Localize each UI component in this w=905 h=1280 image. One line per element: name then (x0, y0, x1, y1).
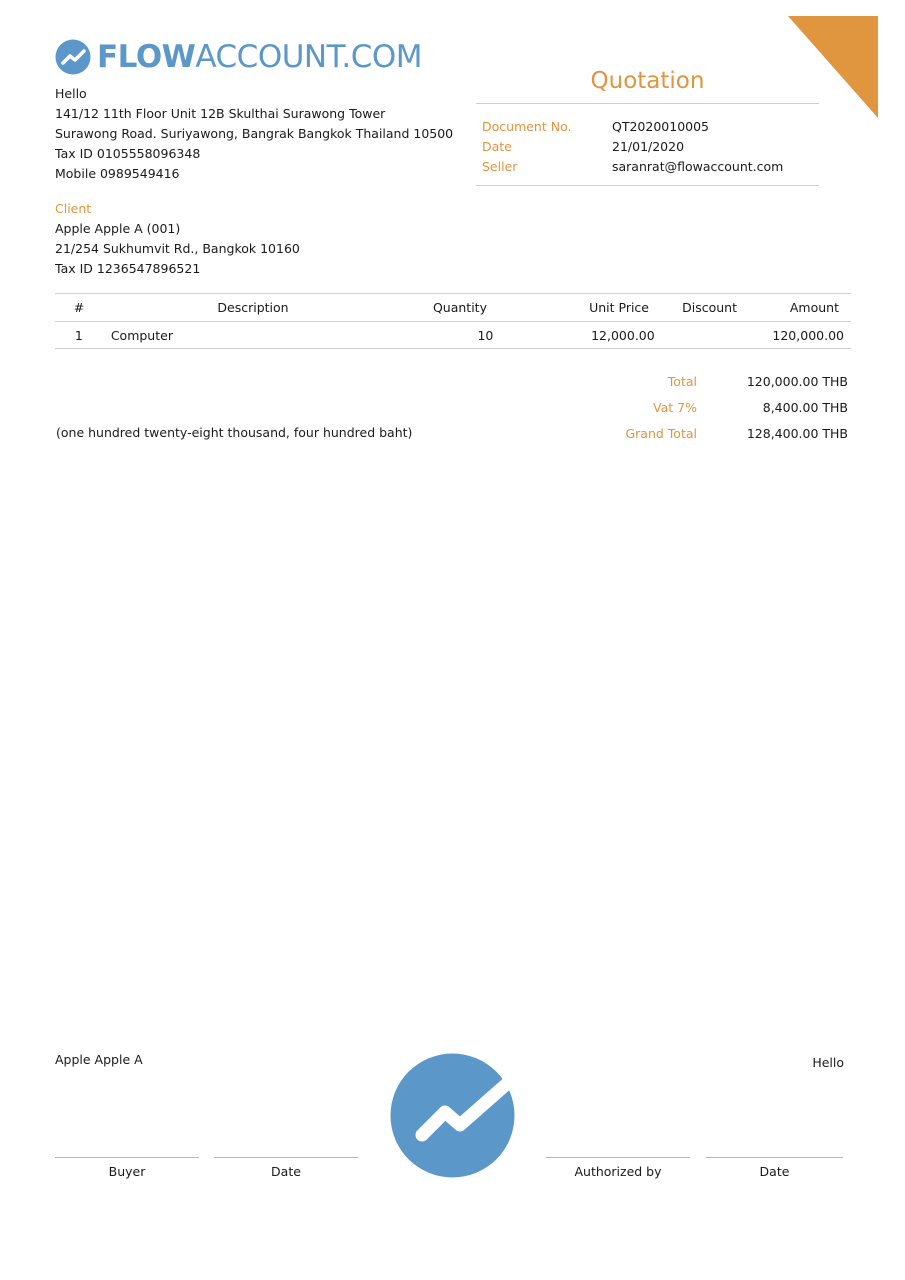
meta-row-document-no (482, 117, 783, 137)
company-address-line2: Surawong Road. Suriyawong, Bangrak Bangkok Thailand 10500 (55, 126, 454, 141)
buyer-date-line (214, 1157, 358, 1158)
total-label: Total (667, 373, 697, 389)
meta-divider (476, 185, 819, 186)
cell-amount: 120,000.00 (772, 328, 844, 343)
amount-in-words: (one hundred twenty-eight thousand, four hundred baht) (56, 425, 413, 440)
table-header-row (55, 294, 851, 322)
logo-text-light: ACCOUNT.COM (195, 38, 423, 75)
total-value: 120,000.00 THB (746, 373, 848, 389)
client-heading: Client (55, 201, 92, 216)
logo-wordmark (97, 38, 423, 75)
authorized-signature-line (546, 1157, 690, 1158)
meta-value: 21/01/2020 (612, 139, 685, 154)
vat-row (590, 394, 848, 420)
company-stamp-icon (390, 1053, 515, 1178)
flowaccount-logo (55, 38, 422, 76)
buyer-label: Buyer (108, 1164, 146, 1179)
client-address: 21/254 Sukhumvit Rd., Bangkok 10160 (55, 241, 300, 256)
client-info (55, 199, 300, 279)
document-title: Quotation (590, 68, 705, 94)
meta-value: saranrat@flowaccount.com (612, 159, 784, 174)
items-table (55, 294, 851, 349)
logo-text-bold: FLOW (97, 38, 196, 75)
seller-name: Hello (812, 1055, 844, 1070)
company-name: Hello (55, 86, 87, 101)
buyer-date-label: Date (271, 1164, 301, 1179)
authorized-by-label: Authorized by (574, 1164, 662, 1179)
cell-quantity: 10 (477, 328, 494, 343)
meta-label: Seller (482, 159, 518, 174)
vat-label: Vat 7% (653, 399, 697, 415)
meta-row-seller (482, 157, 783, 177)
grand-total-value: 128,400.00 THB (746, 425, 848, 441)
totals-block (590, 368, 848, 446)
cell-description: Computer (110, 328, 173, 343)
table-bottom-divider (55, 348, 851, 349)
grand-total-label: Grand Total (625, 425, 697, 441)
cell-unit-price: 12,000.00 (591, 328, 655, 343)
authorized-date-line (706, 1157, 843, 1158)
header-num: # (73, 300, 85, 315)
title-divider (476, 103, 819, 104)
header-amount: Amount (789, 300, 839, 315)
buyer-name: Apple Apple A (55, 1052, 143, 1067)
cell-num: 1 (74, 328, 83, 343)
document-meta (482, 117, 783, 177)
buyer-signature-line (55, 1157, 199, 1158)
meta-label: Date (482, 139, 512, 154)
header-description: Description (217, 300, 289, 315)
company-mobile: Mobile 0989549416 (55, 166, 180, 181)
header-quantity: Quantity (432, 300, 487, 315)
vat-value: 8,400.00 THB (762, 399, 848, 415)
header-unit-price: Unit Price (589, 300, 649, 315)
client-name: Apple Apple A (001) (55, 221, 181, 236)
header-discount: Discount (682, 300, 737, 315)
meta-value: QT2020010005 (612, 119, 710, 134)
company-info (55, 84, 453, 184)
table-row (55, 322, 851, 349)
total-row (590, 368, 848, 394)
trend-up-icon (55, 39, 91, 75)
meta-label: Document No. (482, 119, 572, 134)
client-tax-id: Tax ID 1236547896521 (55, 261, 201, 276)
company-tax-id: Tax ID 0105558096348 (55, 146, 201, 161)
authorized-date-label: Date (759, 1164, 790, 1179)
meta-row-date (482, 137, 783, 157)
grand-total-row (590, 420, 848, 446)
company-address-line1: 141/12 11th Floor Unit 12B Skulthai Surawong Tower (55, 106, 386, 121)
